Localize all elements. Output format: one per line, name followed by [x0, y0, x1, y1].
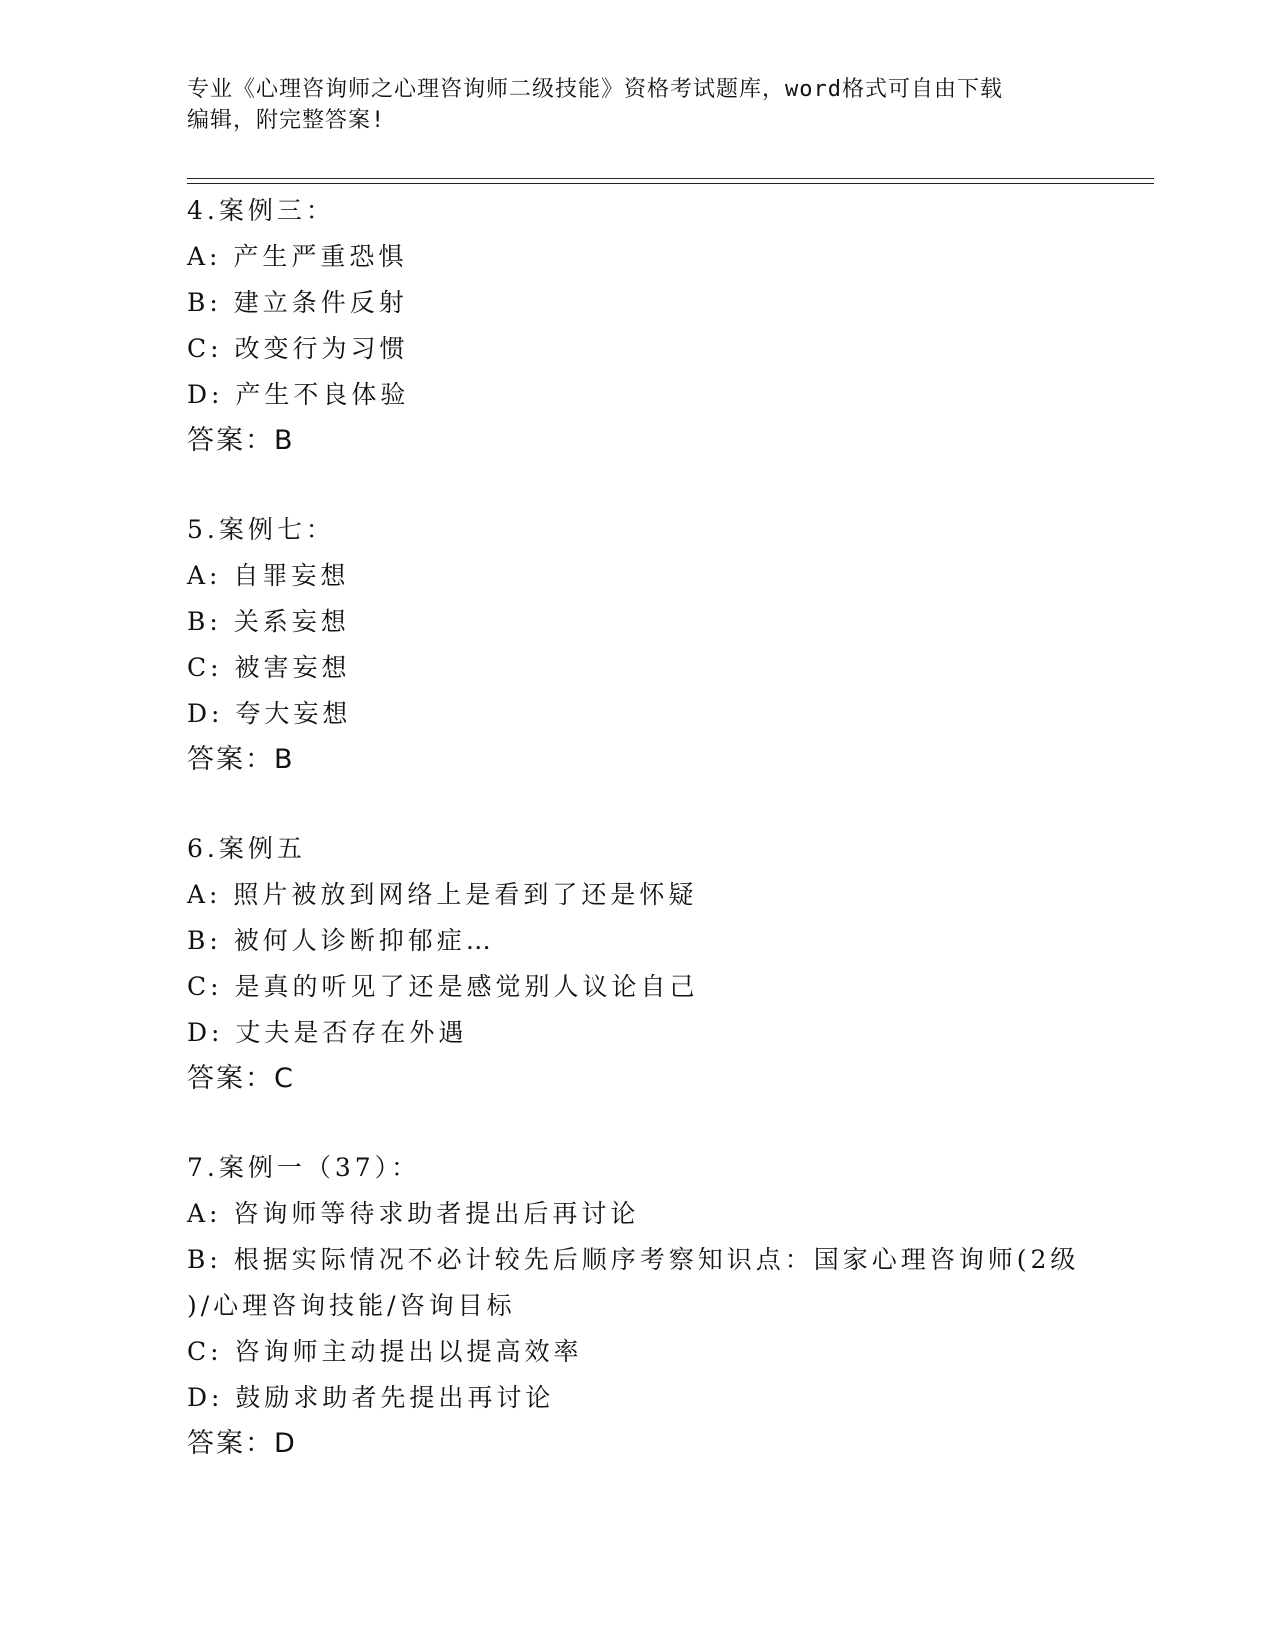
question-4	[187, 188, 1087, 464]
option-b-continued: )/心理咨询技能/咨询目标	[187, 1291, 516, 1320]
header-divider-bottom	[187, 183, 1154, 184]
header-line-2: 编辑，附完整答案!	[187, 108, 386, 133]
option-d: D: 丈夫是否存在外遇	[187, 1018, 468, 1047]
option-b: B: 根据实际情况不必计较先后顺序考察知识点：国家心理咨询师(2级	[187, 1245, 1080, 1274]
option-b: B: 关系妄想	[187, 607, 350, 636]
question-title: 6.案例五	[187, 834, 306, 863]
option-b: B: 建立条件反射	[187, 288, 408, 317]
answer: 答案：C	[187, 1063, 295, 1094]
answer: 答案：B	[187, 425, 295, 456]
answer: 答案：B	[187, 744, 295, 775]
option-d: D: 夸大妄想	[187, 699, 352, 728]
option-c: C: 是真的听见了还是感觉别人议论自己	[187, 972, 699, 1001]
option-c: C: 被害妄想	[187, 653, 351, 682]
option-a: A: 照片被放到网络上是看到了还是怀疑	[187, 880, 698, 909]
header-line-1: 专业《心理咨询师之心理咨询师二级技能》资格考试题库，word格式可自由下载	[187, 77, 1003, 102]
option-b: B: 被何人诊断抑郁症…	[187, 926, 495, 955]
question-6	[187, 826, 1087, 1102]
question-title: 5.案例七：	[187, 515, 335, 544]
question-7	[187, 1145, 1087, 1467]
option-a: A: 自罪妄想	[187, 561, 350, 590]
option-d: D: 产生不良体验	[187, 380, 410, 409]
option-c: C: 咨询师主动提出以提高效率	[187, 1337, 583, 1366]
option-c: C: 改变行为习惯	[187, 334, 409, 363]
question-5	[187, 507, 1087, 783]
option-d: D: 鼓励求助者先提出再讨论	[187, 1383, 555, 1412]
option-a: A: 咨询师等待求助者提出后再讨论	[187, 1199, 640, 1228]
header-divider-top	[187, 178, 1154, 179]
document-header	[187, 74, 1087, 136]
option-a: A: 产生严重恐惧	[187, 242, 408, 271]
question-title: 4.案例三：	[187, 196, 335, 225]
answer: 答案：D	[187, 1428, 297, 1459]
question-title: 7.案例一（37）：	[187, 1153, 421, 1182]
